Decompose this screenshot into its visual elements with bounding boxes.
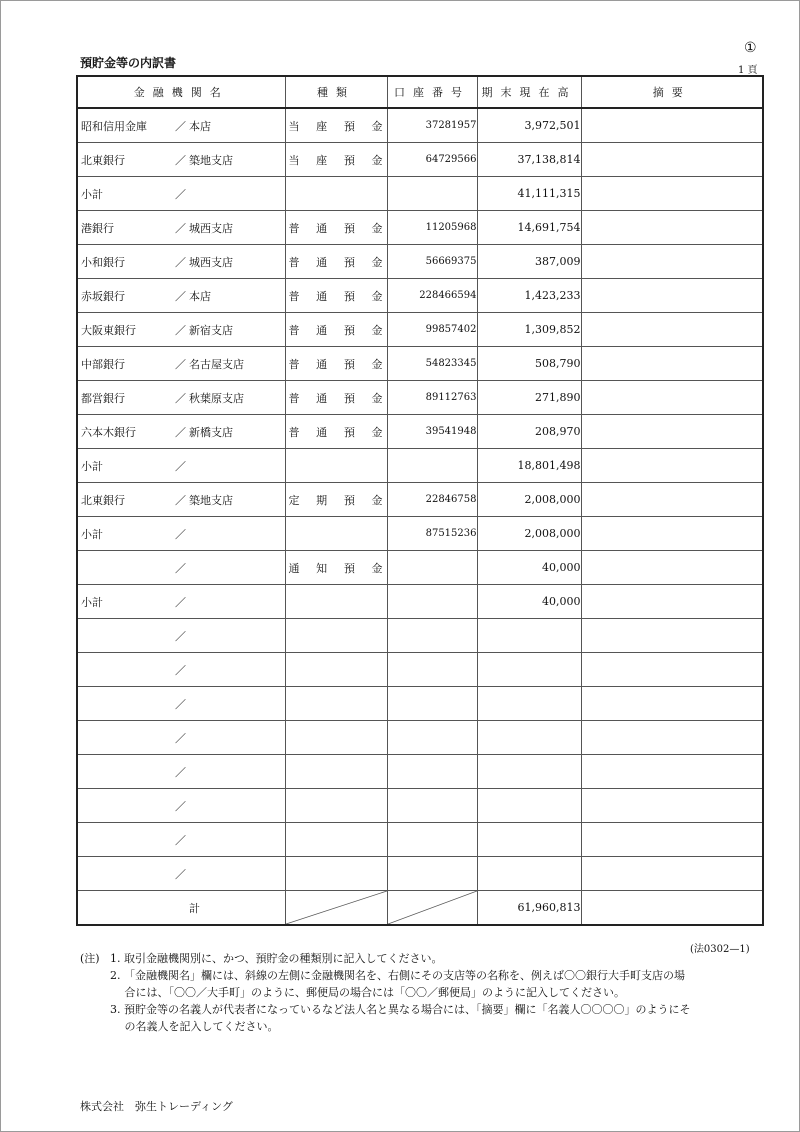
slash-divider: ／ xyxy=(175,697,186,711)
kind-char: 預 xyxy=(343,425,355,439)
kind-char: 知 xyxy=(316,561,328,575)
account-number xyxy=(387,857,477,891)
balance: 2,008,000 xyxy=(477,517,581,551)
bank-name xyxy=(77,755,175,789)
branch-name: 築地支店 xyxy=(189,493,233,507)
bank-name xyxy=(77,619,175,653)
kind-char: 金 xyxy=(371,221,383,235)
kind-char: 座 xyxy=(316,119,328,133)
table-row xyxy=(77,653,763,687)
bank-name: 小計 xyxy=(77,585,175,619)
account-number xyxy=(387,177,477,211)
table-row xyxy=(77,381,763,415)
branch-cell xyxy=(175,347,285,381)
kind-char: 普 xyxy=(288,425,300,439)
remarks xyxy=(581,381,763,415)
remarks xyxy=(581,551,763,585)
table-row xyxy=(77,108,763,143)
bank-name: 小計 xyxy=(77,449,175,483)
balance: 41,111,315 xyxy=(477,177,581,211)
total-remarks xyxy=(581,891,763,926)
kind-char: 金 xyxy=(371,255,383,269)
slash-divider: ／ xyxy=(175,289,186,303)
account-number: 64729566 xyxy=(387,143,477,177)
branch-cell xyxy=(175,108,285,143)
branch-cell xyxy=(175,415,285,449)
branch-cell xyxy=(175,789,285,823)
kind-char: 通 xyxy=(316,323,328,337)
deposit-kind xyxy=(285,449,387,483)
col-balance-header: 期末現在高 xyxy=(477,76,581,108)
remarks xyxy=(581,211,763,245)
balance: 40,000 xyxy=(477,585,581,619)
table-row xyxy=(77,857,763,891)
table-row xyxy=(77,687,763,721)
balance: 387,009 xyxy=(477,245,581,279)
account-number: 11205968 xyxy=(387,211,477,245)
balance: 3,972,501 xyxy=(477,108,581,143)
table-row xyxy=(77,245,763,279)
deposit-kind xyxy=(285,347,387,381)
deposit-kind xyxy=(285,143,387,177)
account-number: 99857402 xyxy=(387,313,477,347)
branch-name: 城西支店 xyxy=(189,255,233,269)
slash-divider: ／ xyxy=(175,255,186,269)
branch-cell xyxy=(175,279,285,313)
kind-char: 預 xyxy=(343,493,355,507)
slash-divider: ／ xyxy=(175,221,186,235)
bank-name xyxy=(77,823,175,857)
slash-divider: ／ xyxy=(175,323,186,337)
diagonal-cell xyxy=(387,891,477,926)
slash-divider: ／ xyxy=(175,391,186,405)
kind-char: 金 xyxy=(371,561,383,575)
balance xyxy=(477,755,581,789)
account-number xyxy=(387,585,477,619)
slash-divider: ／ xyxy=(175,731,186,745)
branch-name: 新橋支店 xyxy=(189,425,233,439)
bank-name: 大阪東銀行 xyxy=(77,313,175,347)
table-row xyxy=(77,755,763,789)
balance: 208,970 xyxy=(477,415,581,449)
deposit-kind xyxy=(285,585,387,619)
remarks xyxy=(581,143,763,177)
kind-char: 金 xyxy=(371,391,383,405)
account-number: 39541948 xyxy=(387,415,477,449)
note-item: 3. 預貯金等の名義人が代表者になっているなど法人名と異なる場合には、「摘要」欄に「名義人〇〇〇〇」のようにそ xyxy=(110,1003,691,1016)
balance: 271,890 xyxy=(477,381,581,415)
slash-divider: ／ xyxy=(175,493,186,507)
remarks xyxy=(581,857,763,891)
form-number: ① xyxy=(744,40,757,56)
account-number xyxy=(387,449,477,483)
bank-name xyxy=(77,687,175,721)
branch-name: 築地支店 xyxy=(189,153,233,167)
kind-char: 金 xyxy=(371,425,383,439)
account-number xyxy=(387,823,477,857)
table-row xyxy=(77,177,763,211)
deposit-kind xyxy=(285,517,387,551)
remarks xyxy=(581,415,763,449)
deposit-kind xyxy=(285,211,387,245)
deposit-kind xyxy=(285,789,387,823)
page-number: 1 頁 xyxy=(738,65,758,76)
branch-cell xyxy=(175,857,285,891)
deposit-kind xyxy=(285,619,387,653)
slash-divider: ／ xyxy=(175,187,186,201)
slash-divider: ／ xyxy=(175,561,186,575)
remarks xyxy=(581,313,763,347)
deposit-kind xyxy=(285,483,387,517)
account-number: 56669375 xyxy=(387,245,477,279)
bank-name xyxy=(77,551,175,585)
table-row xyxy=(77,551,763,585)
deposit-kind xyxy=(285,415,387,449)
col-kind-header: 種類 xyxy=(285,76,387,108)
bank-name xyxy=(77,721,175,755)
slash-divider: ／ xyxy=(175,867,186,881)
branch-cell xyxy=(175,143,285,177)
branch-name: 秋葉原支店 xyxy=(189,391,244,405)
branch-cell xyxy=(175,483,285,517)
remarks xyxy=(581,449,763,483)
kind-char: 預 xyxy=(343,289,355,303)
form-code: (法0302—1) xyxy=(690,944,750,955)
slash-divider: ／ xyxy=(175,833,186,847)
deposit-kind xyxy=(285,245,387,279)
branch-cell xyxy=(175,721,285,755)
bank-name: 昭和信用金庫 xyxy=(77,108,175,143)
branch-cell xyxy=(175,517,285,551)
kind-char: 当 xyxy=(288,153,300,167)
branch-cell xyxy=(175,449,285,483)
kind-char: 普 xyxy=(288,255,300,269)
balance: 508,790 xyxy=(477,347,581,381)
balance xyxy=(477,619,581,653)
bank-name: 小計 xyxy=(77,177,175,211)
slash-divider: ／ xyxy=(175,629,186,643)
slash-divider: ／ xyxy=(175,459,186,473)
deposit-table xyxy=(76,75,764,926)
slash-divider: ／ xyxy=(175,119,186,133)
deposit-kind xyxy=(285,108,387,143)
deposit-kind xyxy=(285,755,387,789)
diagonal-cell xyxy=(285,891,387,926)
account-number xyxy=(387,619,477,653)
account-number xyxy=(387,551,477,585)
kind-char: 通 xyxy=(316,289,328,303)
account-number: 37281957 xyxy=(387,108,477,143)
table-row xyxy=(77,211,763,245)
account-number: 89112763 xyxy=(387,381,477,415)
account-number: 87515236 xyxy=(387,517,477,551)
kind-char: 通 xyxy=(316,357,328,371)
branch-name: 名古屋支店 xyxy=(189,357,244,371)
account-number xyxy=(387,653,477,687)
kind-char: 預 xyxy=(343,255,355,269)
kind-char: 普 xyxy=(288,289,300,303)
slash-divider: ／ xyxy=(175,527,186,541)
table-row xyxy=(77,517,763,551)
bank-name: 北東銀行 xyxy=(77,483,175,517)
balance: 14,691,754 xyxy=(477,211,581,245)
table-row xyxy=(77,415,763,449)
table-row xyxy=(77,823,763,857)
kind-char: 普 xyxy=(288,221,300,235)
kind-char: 預 xyxy=(343,391,355,405)
slash-divider: ／ xyxy=(175,595,186,609)
deposit-kind xyxy=(285,687,387,721)
branch-name: 本店 xyxy=(189,289,211,303)
bank-name: 北東銀行 xyxy=(77,143,175,177)
remarks xyxy=(581,483,763,517)
remarks xyxy=(581,585,763,619)
total-row xyxy=(77,891,763,926)
deposit-kind xyxy=(285,721,387,755)
remarks xyxy=(581,347,763,381)
remarks xyxy=(581,789,763,823)
bank-name xyxy=(77,653,175,687)
col-account-header: 口座番号 xyxy=(387,76,477,108)
note-item: 1. 取引金融機関別に、かつ、預貯金の種類別に記入してください。 xyxy=(110,952,443,965)
bank-name: 都営銀行 xyxy=(77,381,175,415)
kind-char: 通 xyxy=(316,221,328,235)
balance: 2,008,000 xyxy=(477,483,581,517)
table-row xyxy=(77,483,763,517)
table-row xyxy=(77,721,763,755)
remarks xyxy=(581,721,763,755)
branch-name: 城西支店 xyxy=(189,221,233,235)
branch-cell xyxy=(175,211,285,245)
kind-char: 預 xyxy=(343,561,355,575)
bank-name xyxy=(77,789,175,823)
deposit-kind xyxy=(285,823,387,857)
remarks xyxy=(581,687,763,721)
kind-char: 当 xyxy=(288,119,300,133)
branch-cell xyxy=(175,653,285,687)
kind-char: 定 xyxy=(288,493,300,507)
kind-char: 普 xyxy=(288,323,300,337)
balance: 40,000 xyxy=(477,551,581,585)
branch-cell xyxy=(175,687,285,721)
note-item: 2. 「金融機関名」欄には、斜線の左側に金融機関名を、右側にその支店等の名称を、例えば〇〇銀行大手町支店の場 xyxy=(110,969,685,982)
kind-char: 期 xyxy=(316,493,328,507)
slash-divider: ／ xyxy=(175,765,186,779)
note-item: 合には、「〇〇／大手町」のように、郵便局の場合には「〇〇／郵便局」のように記入してください。 xyxy=(110,986,625,999)
branch-cell xyxy=(175,177,285,211)
table-row xyxy=(77,279,763,313)
table-row xyxy=(77,143,763,177)
branch-cell xyxy=(175,381,285,415)
kind-char: 預 xyxy=(343,119,355,133)
balance: 37,138,814 xyxy=(477,143,581,177)
slash-divider: ／ xyxy=(175,153,186,167)
branch-cell xyxy=(175,619,285,653)
branch-cell xyxy=(175,823,285,857)
remarks xyxy=(581,108,763,143)
balance: 1,423,233 xyxy=(477,279,581,313)
bank-name: 港銀行 xyxy=(77,211,175,245)
branch-cell xyxy=(175,755,285,789)
deposit-kind xyxy=(285,653,387,687)
kind-char: 座 xyxy=(316,153,328,167)
balance xyxy=(477,721,581,755)
remarks xyxy=(581,177,763,211)
total-balance: 61,960,813 xyxy=(477,891,581,926)
account-number: 228466594 xyxy=(387,279,477,313)
remarks xyxy=(581,653,763,687)
company-name: 株式会社 弥生トレーディング xyxy=(80,1100,233,1113)
balance xyxy=(477,653,581,687)
kind-char: 預 xyxy=(343,323,355,337)
kind-char: 通 xyxy=(288,561,300,575)
remarks xyxy=(581,517,763,551)
kind-char: 金 xyxy=(371,357,383,371)
slash-divider: ／ xyxy=(175,799,186,813)
remarks xyxy=(581,619,763,653)
note-item: の名義人を記入してください。 xyxy=(110,1020,279,1033)
bank-name: 小和銀行 xyxy=(77,245,175,279)
kind-char: 金 xyxy=(371,119,383,133)
kind-char: 通 xyxy=(316,425,328,439)
remarks xyxy=(581,245,763,279)
kind-char: 預 xyxy=(343,357,355,371)
kind-char: 普 xyxy=(288,391,300,405)
table-header xyxy=(77,76,763,108)
col-bank-header: 金融機関名 xyxy=(77,76,285,108)
balance: 1,309,852 xyxy=(477,313,581,347)
account-number xyxy=(387,789,477,823)
deposit-kind xyxy=(285,551,387,585)
deposit-kind xyxy=(285,313,387,347)
bank-name: 赤坂銀行 xyxy=(77,279,175,313)
remarks xyxy=(581,279,763,313)
total-label: 計 xyxy=(175,891,285,926)
deposit-kind xyxy=(285,381,387,415)
notes-label: (注) xyxy=(80,952,100,965)
branch-name: 新宿支店 xyxy=(189,323,233,337)
kind-char: 金 xyxy=(371,323,383,337)
branch-name: 本店 xyxy=(189,119,211,133)
remarks xyxy=(581,755,763,789)
deposit-kind xyxy=(285,177,387,211)
kind-char: 預 xyxy=(343,153,355,167)
balance xyxy=(477,823,581,857)
table-row xyxy=(77,313,763,347)
deposit-kind xyxy=(285,857,387,891)
table-row xyxy=(77,789,763,823)
account-number xyxy=(387,721,477,755)
remarks xyxy=(581,823,763,857)
branch-cell xyxy=(175,551,285,585)
account-number xyxy=(387,687,477,721)
table-row xyxy=(77,585,763,619)
kind-char: 普 xyxy=(288,357,300,371)
bank-name: 小計 xyxy=(77,517,175,551)
table-row xyxy=(77,619,763,653)
slash-divider: ／ xyxy=(175,425,186,439)
kind-char: 金 xyxy=(371,493,383,507)
balance xyxy=(477,857,581,891)
branch-cell xyxy=(175,245,285,279)
account-number: 22846758 xyxy=(387,483,477,517)
table-row xyxy=(77,449,763,483)
slash-divider: ／ xyxy=(175,663,186,677)
bank-name: 中部銀行 xyxy=(77,347,175,381)
table-row xyxy=(77,347,763,381)
balance xyxy=(477,789,581,823)
kind-char: 金 xyxy=(371,289,383,303)
slash-divider: ／ xyxy=(175,357,186,371)
branch-cell xyxy=(175,585,285,619)
page-title: 預貯金等の内訳書 xyxy=(80,56,177,70)
kind-char: 通 xyxy=(316,391,328,405)
account-number: 54823345 xyxy=(387,347,477,381)
bank-name: 六本木銀行 xyxy=(77,415,175,449)
balance xyxy=(477,687,581,721)
deposit-kind xyxy=(285,279,387,313)
balance: 18,801,498 xyxy=(477,449,581,483)
kind-char: 預 xyxy=(343,221,355,235)
branch-cell xyxy=(175,313,285,347)
kind-char: 通 xyxy=(316,255,328,269)
col-remarks-header: 摘要 xyxy=(581,76,763,108)
bank-name xyxy=(77,857,175,891)
kind-char: 金 xyxy=(371,153,383,167)
account-number xyxy=(387,755,477,789)
